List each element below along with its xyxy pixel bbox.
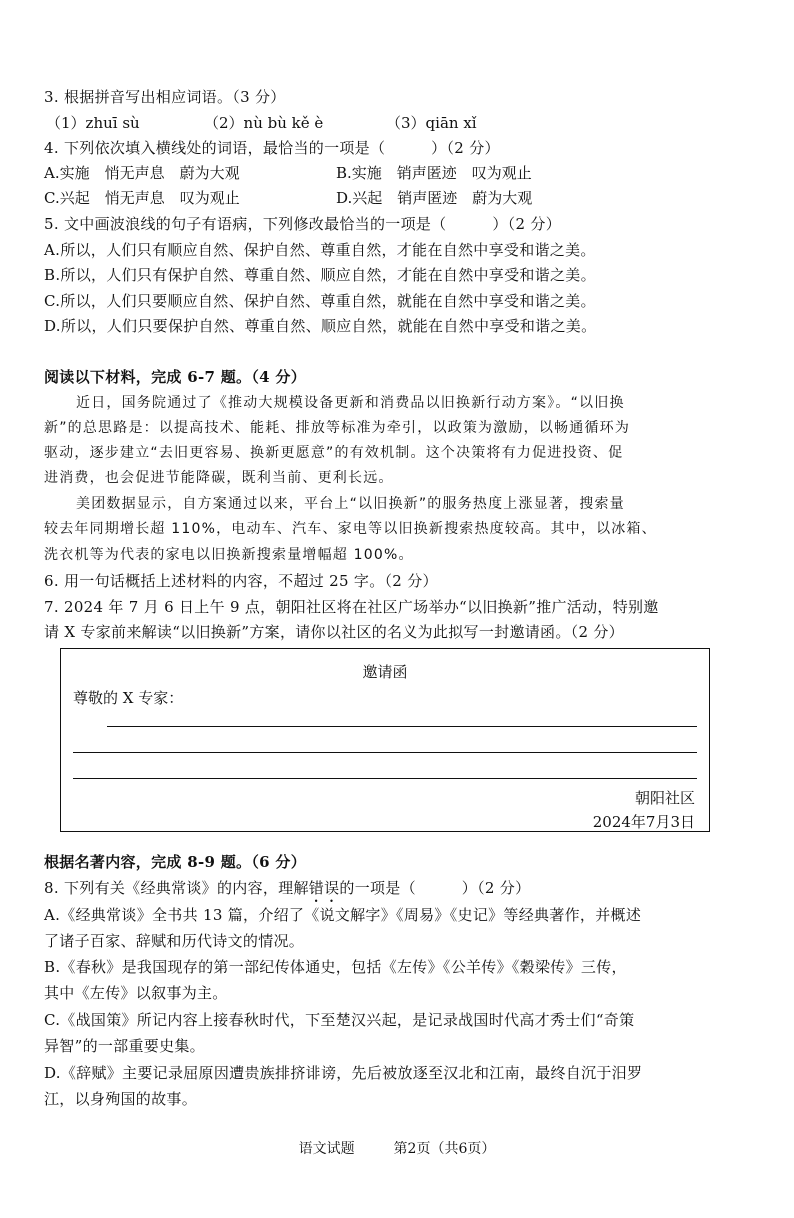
q8-option-c-line-2: 异智”的一部重要史集。 [44,1037,205,1055]
answer-line-3[interactable] [73,778,697,779]
letter-title: 邀请函 [362,663,408,681]
reading-p2-line-1: 美团数据显示，自方案通过以来，平台上“以旧换新”的服务热度上涨显著，搜索量 [76,496,625,512]
letter-greeting: 尊敬的 X 专家： [73,689,184,707]
q3-item-2: （2）nù bù kě è [204,114,324,132]
q5-stem: 5. 文中画波浪线的句子有语病，下列修改最恰当的一项是（ ）（2 分） [44,215,561,233]
q8-stem-prefix: 8. 下列有关《经典常谈》的内容，理解 [44,879,309,897]
footer-page-number: 第2页（共6页） [393,1141,496,1157]
answer-line-2[interactable] [73,752,697,753]
q4-option-a: A.实施 悄无声息 蔚为大观 [44,164,240,182]
reading-p1-line-1: 近日，国务院通过了《推动大规模设备更新和消费品以旧换新行动方案》。“以旧换 [76,395,625,411]
q8-stem-emphasis: 错误 [308,879,340,897]
q5-option-d: D.所以，人们只要保护自然、尊重自然、顺应自然，就能在自然中享受和谐之美。 [44,317,597,335]
q4-option-c: C.兴起 悄无声息 叹为观止 [44,189,240,207]
q8-option-b-line-1: B.《春秋》是我国现存的第一部纪传体通史，包括《左传》《公羊传》《穀梁传》三传， [44,958,627,976]
reading-p2-line-2: 较去年同期增长超 110%，电动车、汽车、家电等以旧换新搜索热度较高。其中，以冰箱、 [44,521,657,537]
q8-option-d-line-1: D.《辞赋》主要记录屈原因遭贵族排挤诽谤，先后被放逐至汉北和江南，最终自沉于汨罗 [44,1064,643,1082]
q5-option-a: A.所以，人们只有顺应自然、保护自然、尊重自然，才能在自然中享受和谐之美。 [44,241,596,259]
page-footer [0,1138,794,1158]
q8-option-c-line-1: C.《战国策》所记内容上接春秋时代，下至楚汉兴起，是记录战国时代高才秀士们“奇策 [44,1011,635,1029]
q3-item-1: （1）zhuī sù [46,114,140,132]
q4-stem: 4. 下列依次填入横线处的词语，最恰当的一项是（ ）（2 分） [44,139,500,157]
q5-option-b: B.所以，人们只有保护自然、尊重自然、顺应自然，才能在自然中享受和谐之美。 [44,266,596,284]
q3-item-3: （3）qiān xǐ [386,114,477,132]
classics-heading: 根据名著内容，完成 8-9 题。（6 分） [44,853,307,871]
reading-p2-line-3: 洗衣机等为代表的家电以旧换新搜索量增幅超 100%。 [44,547,414,563]
letter-signature: 朝阳社区 [634,789,695,807]
q8-option-d-line-2: 江，以身殉国的故事。 [44,1090,198,1108]
answer-line-1[interactable] [107,726,697,727]
reading-p1-line-4: 进消费，也会促进节能降碳，既利当前、更利长远。 [44,470,394,486]
reading-p1-line-3: 驱动，逐步建立“去旧更容易、换新更愿意”的有效机制。这个决策将有力促进投资、促 [44,445,624,461]
q7-stem-line-2: 请 X 专家前来解读“以旧换新”方案，请你以社区的名义为此拟写一封邀请函。（2 分） [44,623,624,641]
q4-option-b: B.实施 销声匿迹 叹为观止 [336,164,532,182]
q8-option-a-line-2: 了诸子百家、辞赋和历代诗文的情况。 [44,932,305,950]
q8-stem-suffix: 的一项是（ ）（2 分） [339,879,531,897]
q3-stem: 3. 根据拼音写出相应词语。（3 分） [44,88,286,106]
q4-option-d: D.兴起 销声匿迹 蔚为大观 [336,189,533,207]
q6-stem: 6. 用一句话概括上述材料的内容，不超过 25 字。（2 分） [44,572,438,590]
q5-option-c: C.所以，人们只要顺应自然、保护自然、尊重自然，就能在自然中享受和谐之美。 [44,292,596,310]
reading-p1-line-2: 新”的总思路是：以提高技术、能耗、排放等标准为牵引，以政策为激励，以畅通循环为 [44,420,631,436]
footer-subject: 语文试题 [298,1141,355,1157]
letter-date: 2024年7月3日 [592,813,695,831]
reading-heading: 阅读以下材料，完成 6-7 题。（4 分） [44,368,307,386]
q7-stem-line-1: 7. 2024 年 7 月 6 日上午 9 点，朝阳社区将在社区广场举办“以旧换新”推广活动，特别邀 [44,598,659,616]
invitation-letter-box [60,648,710,832]
q8-stem [44,878,530,906]
q8-option-b-line-2: 其中《左传》以叙事为主。 [44,984,228,1002]
q8-option-a-line-1: A.《经典常谈》全书共 13 篇，介绍了《说文解字》《周易》《史记》等经典著作，并概述 [44,906,642,924]
